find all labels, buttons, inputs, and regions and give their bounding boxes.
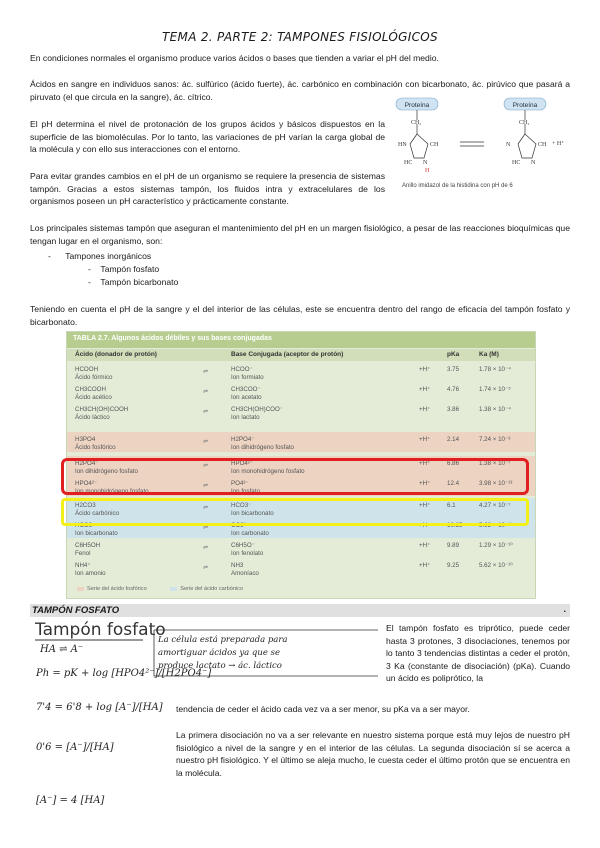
col-base: Base Conjugada (aceptor de protón) [231, 351, 344, 358]
acid-cell: HPO4²⁻ [75, 480, 98, 487]
col-acid: Ácido (donador de protón) [75, 351, 157, 358]
acid-name-cell: Ácido láctico [75, 414, 110, 421]
base-cell: HCO3⁻ [231, 502, 252, 509]
phosphate-highlight [61, 458, 529, 495]
handwritten-reaction: HA ⇌ A⁻ [40, 644, 84, 655]
svg-text:N: N [506, 142, 511, 148]
section-heading-bar [30, 604, 570, 617]
svg-text:HN: HN [398, 142, 407, 148]
base-name-cell: Amoníaco [231, 570, 259, 577]
acid-name-cell: Ácido carbónico [75, 510, 120, 517]
ph-paragraph: El pH determina el nivel de protonación de los grupos ácidos y básicos dispuestos en la superficie de las biomoléculas. Por lo tanto, las variaciones de pH varían la carga global de la molécula y con ello sus interacciones con el entorno. [30, 119, 385, 155]
acid-cell: HCO3⁻ [75, 522, 96, 529]
buffer-systems-paragraph: Para evitar grandes cambios en el pH de un organismo se requiere la presencia de sistemas tampón. Gracias a estos sistemas tampón, los fluidos intra y extracelulares de los organismos poseen un pH característico y prácticamente constante. [30, 171, 385, 207]
title-underline [35, 638, 145, 642]
equilibrium-arrow: ⇌ [203, 462, 209, 469]
acid-name-cell: Ion bicarbonato [75, 530, 118, 537]
pk-cell: 3.75 [447, 366, 460, 373]
table-row [67, 362, 535, 382]
list-head: - Tampones inorgánicos [48, 251, 152, 261]
ka-cell: 3.98 × 10⁻¹³ [479, 480, 513, 487]
acid-name-cell: Ion monohidrógeno fosfato [75, 488, 149, 495]
ka-cell: 1.78 × 10⁻⁴ [479, 366, 511, 373]
section-dot: . [563, 604, 566, 614]
proton-cell: +H⁺ [419, 480, 431, 487]
proton-cell: +H⁺ [419, 542, 431, 549]
handwritten-title: Tampón fosfato [35, 620, 166, 640]
ka-cell: 1.74 × 10⁻⁵ [479, 386, 511, 393]
acid-cell: CH3CH(OH)COOH [75, 406, 129, 413]
acid-name-cell: Fenol [75, 550, 91, 557]
pk-cell: 3.86 [447, 406, 460, 413]
handwritten-eq3: 0'6 = [A⁻]/[HA] [36, 742, 114, 753]
acids-paragraph: Ácidos en sangre en individuos sanos: ác. sulfúrico (ácido fuerte), ác. carbónico en combinación con bicarbonato, ác. pirúvico que pasará a piruvato (el que circula en la sangre), ác. cítrico. [30, 79, 570, 102]
table-row [67, 382, 535, 402]
proton-cell: +H⁺ [419, 386, 431, 393]
base-name-cell: Ion dihidrógeno fosfato [231, 444, 294, 451]
ka-cell: 7.24 × 10⁻³ [479, 436, 511, 443]
base-name-cell: Ion formiato [231, 374, 264, 381]
pk-cell: 9.89 [447, 542, 460, 549]
carbonate-highlight [61, 498, 529, 526]
base-name-cell: Ion fosfato [231, 488, 260, 495]
table-title: TABLA 2.7. Algunos ácidos débiles y sus bases conjugadas [73, 335, 272, 342]
protein-label-right: Proteína [512, 102, 538, 109]
acid-cell: H2PO4⁻ [75, 460, 99, 467]
principales-paragraph: Los principales sistemas tampón que aseguran el mantenimiento del pH en un margen fisiológico, a pesar de las reacciones bioquímicas que tengan lugar en el organismo, son: [30, 223, 570, 246]
list-item: - Tampón fosfato [88, 264, 160, 274]
table-header-bar [67, 332, 535, 348]
base-cell: HPO4²⁻ [231, 460, 254, 467]
base-cell: H2PO4⁻ [231, 436, 255, 443]
primera-paragraph: La primera disociación no va a ser relevante en nuestro sistema porque está muy lejos de nuestro pH fisiológico a nivel de la sangre y en el interior de las células. La segunda disociación sí se acerca a nuestro pH fisiológico. Y el último se aleja mucho, le cuesta ceder el último protón que se encuentra en la molécula. [176, 730, 570, 778]
svg-text:HC: HC [512, 160, 521, 166]
table-row [67, 402, 535, 432]
equilibrium-arrow: ⇌ [203, 524, 209, 531]
base-cell: CH3COO⁻ [231, 386, 261, 393]
proton-cell: +H⁺ [419, 562, 431, 569]
handwritten-eq2: 7'4 = 6'8 + log [A⁻]/[HA] [36, 702, 163, 713]
equilibrium-arrow: ⇌ [203, 438, 209, 445]
equilibrium-arrow: ⇌ [203, 544, 209, 551]
svg-text:CH: CH [430, 142, 439, 148]
histidine-imidazole-diagram [392, 94, 574, 190]
table-row [67, 432, 535, 452]
pk-cell: 4.76 [447, 386, 460, 393]
base-name-cell: Ion monohidrógeno fosfato [231, 468, 305, 475]
ka-cell: 4.27 × 10⁻⁷ [479, 502, 511, 509]
equilibrium-arrow: ⇌ [203, 504, 209, 511]
col-ka: Ka (M) [479, 351, 499, 358]
acid-name-cell: Ion dihidrógeno fosfato [75, 468, 138, 475]
svg-text:N: N [423, 160, 428, 166]
pk-cell: 6.1 [447, 502, 456, 509]
base-cell: CO3²⁻ [231, 522, 250, 529]
acid-cell: CH3COOH [75, 386, 106, 393]
handwritten-eq4: [A⁻] = 4 [HA] [36, 795, 105, 806]
svg-text:H: H [425, 168, 430, 174]
acid-name-cell: Ion amonio [75, 570, 106, 577]
ka-cell: 5.62 × 10⁻¹¹ [479, 522, 513, 529]
proton-cell: +H⁺ [419, 436, 431, 443]
svg-text:HC: HC [404, 160, 413, 166]
pk-cell: 9.25 [447, 562, 460, 569]
teniendo-paragraph: Teniendo en cuenta el pH de la sangre y el del interior de las células, este se encuentra dentro del rango de eficacia del tampón fosfato y bicarbonato. [30, 304, 570, 327]
base-name-cell: Ion acetato [231, 394, 262, 401]
proton-cell: +H⁺ [419, 502, 431, 509]
equilibrium-arrow: ⇌ [203, 368, 209, 375]
pk-cell: 6.86 [447, 460, 460, 467]
fosfato-paragraph: El tampón fosfato es triprótico, puede ceder hasta 3 protones, 3 disociaciones, tenemos por lo tanto 3 tendencias distintas a ceder el protón, 3 Ka (constante de disociación) (pKa). Cuando un ácido es poliprótico, la [386, 623, 570, 684]
h-plus-label: + H⁺ [552, 141, 565, 147]
ka-cell: 5.62 × 10⁻¹⁰ [479, 562, 513, 569]
base-cell: NH3 [231, 562, 244, 569]
table-column-headers [67, 349, 535, 361]
svg-text:CH: CH [538, 142, 547, 148]
ka-cell: 1.38 × 10⁻⁴ [479, 406, 511, 413]
protein-label-left: Proteína [404, 102, 430, 109]
col-pk: pKa [447, 351, 460, 358]
legend-phosphoric: Serie del ácido fosfórico [77, 586, 147, 592]
proton-cell: +H⁺ [419, 522, 431, 529]
table-row [67, 558, 535, 578]
molecule-caption: Anillo imidazol de la histidina con pH de 6 [402, 183, 513, 189]
base-name-cell: Ion fenolato [231, 550, 264, 557]
base-name-cell: Ion bicarbonato [231, 510, 274, 517]
acid-name-cell: Ácido fórmico [75, 374, 113, 381]
base-cell: CH3CH(OH)COO⁻ [231, 406, 284, 413]
acid-cell: H2CO3 [75, 502, 96, 509]
svg-text:CH₂: CH₂ [519, 120, 530, 126]
acid-name-cell: Ácido acético [75, 394, 112, 401]
ka-cell: 1.29 × 10⁻¹⁰ [479, 542, 513, 549]
equilibrium-arrow: ⇌ [203, 408, 209, 415]
equilibrium-arrow: ⇌ [203, 564, 209, 571]
pk-cell: 12.4 [447, 480, 460, 487]
table-legend [77, 586, 265, 592]
acid-cell: H3PO4 [75, 436, 96, 443]
section-heading: TAMPÓN FOSFATO [32, 605, 120, 616]
ka-cell: 1.38 × 10⁻⁷ [479, 460, 511, 467]
acid-cell: HCOOH [75, 366, 99, 373]
buffer-list [48, 250, 178, 289]
proton-cell: +H⁺ [419, 366, 431, 373]
tendencia-paragraph: tendencia de ceder el ácido cada vez va a ser menor, su pKa va a ser mayor. [176, 704, 470, 714]
acid-name-cell: Ácido fosfórico [75, 444, 116, 451]
acid-cell: C6H5OH [75, 542, 101, 549]
base-cell: C6H5O⁻ [231, 542, 255, 549]
proton-cell: +H⁺ [419, 406, 431, 413]
base-name-cell: Ion lactato [231, 414, 260, 421]
equilibrium-arrow: ⇌ [203, 388, 209, 395]
equilibrium-arrow: ⇌ [203, 482, 209, 489]
intro-paragraph: En condiciones normales el organismo produce varios ácidos o bases que tienden a variar el pH del medio. [30, 53, 439, 63]
handwritten-note: La célula está preparada para amortiguar ácidos ya que se produce lactato → ác. láctico [158, 635, 288, 671]
base-cell: HCOO⁻ [231, 366, 253, 373]
handwritten-eq1: Ph = pK + log [HPO4²⁻]/[H2PO4⁻] [36, 668, 212, 679]
acids-table [66, 331, 536, 599]
page-title: TEMA 2. PARTE 2: TAMPONES FISIOLÓGICOS [162, 30, 438, 44]
table-row [67, 538, 535, 558]
proton-cell: +H⁺ [419, 460, 431, 467]
pk-cell: 10.25 [447, 522, 463, 529]
pk-cell: 2.14 [447, 436, 460, 443]
base-cell: PO4³⁻ [231, 480, 249, 487]
svg-text:CH₂: CH₂ [411, 120, 422, 126]
svg-text:N: N [531, 160, 536, 166]
base-name-cell: Ion carbonato [231, 530, 269, 537]
list-item: - Tampón bicarbonato [88, 277, 179, 287]
acid-cell: NH4⁺ [75, 562, 91, 569]
legend-carbonic: Serie del ácido carbónico [170, 586, 243, 592]
